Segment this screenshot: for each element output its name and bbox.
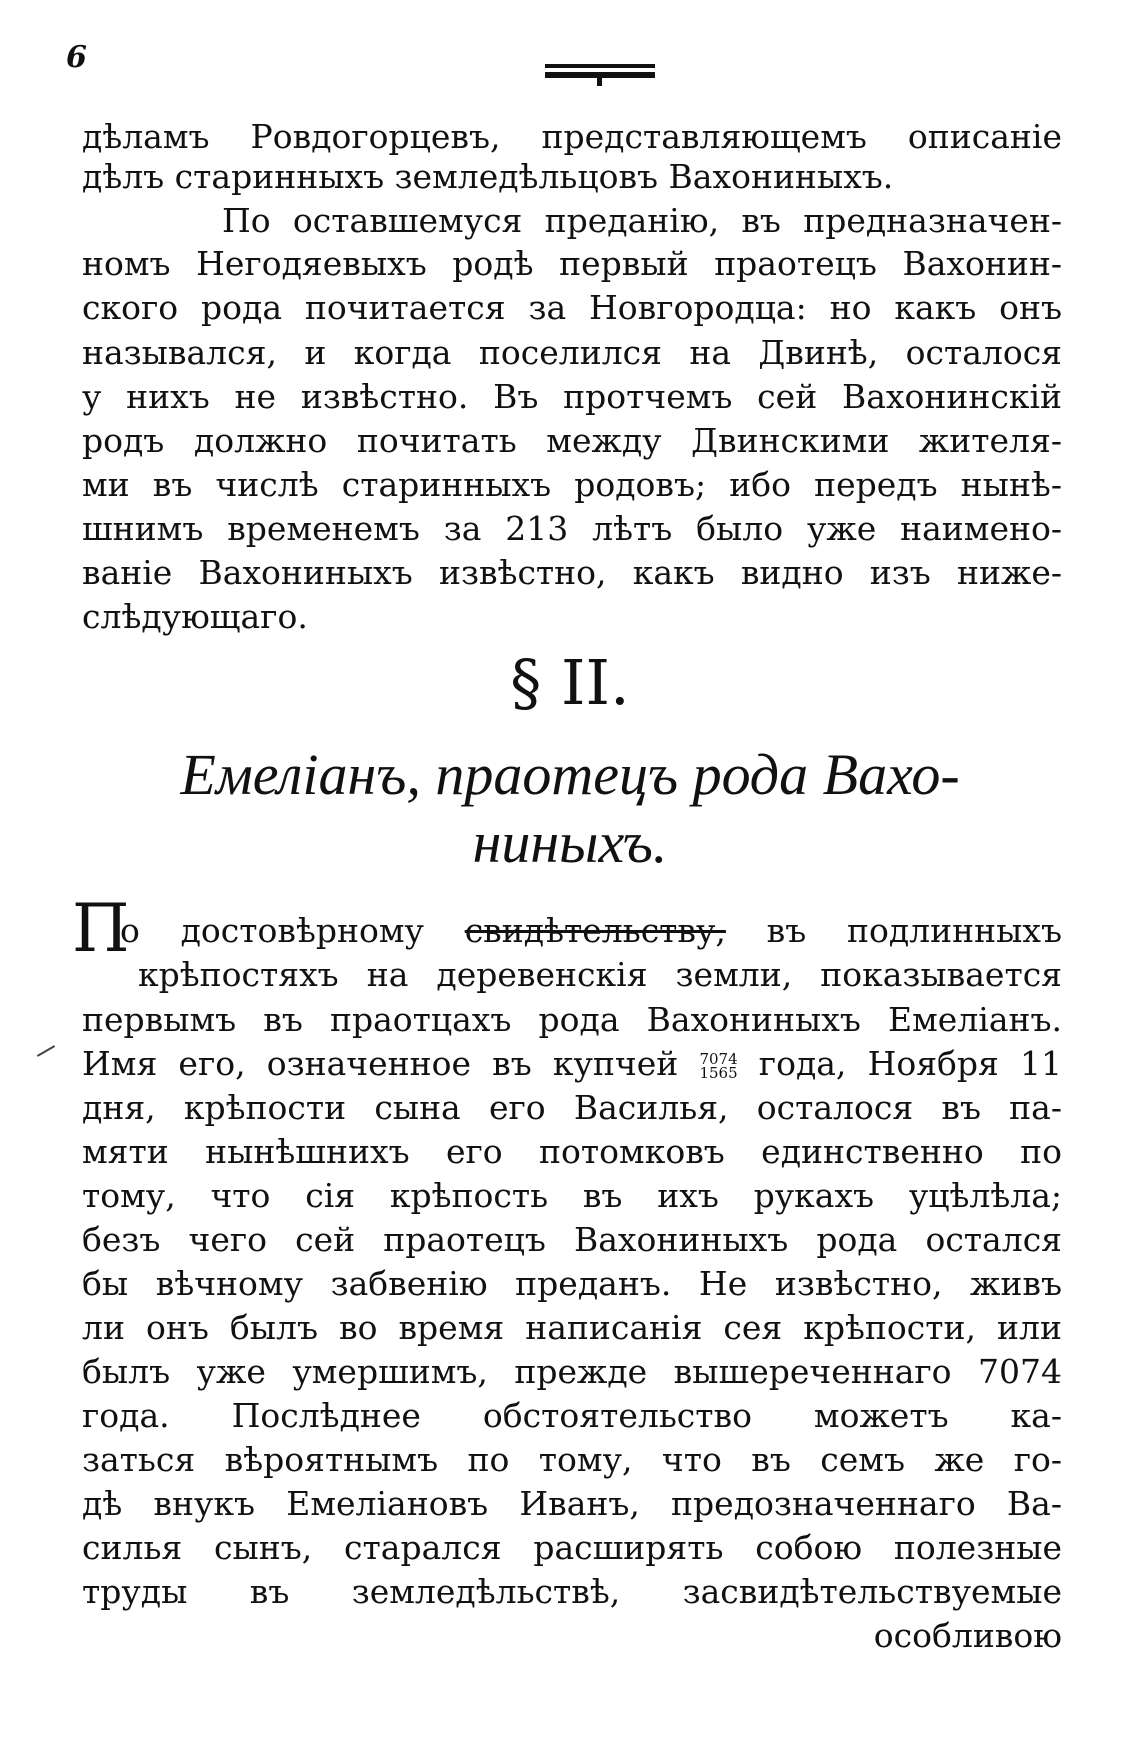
text-line: родъ должно почитать между Двинскими жителя- [82, 421, 1062, 460]
chapter-heading-line-1: Емеліанъ, праотецъ рода Вахо- [180, 742, 960, 807]
year-fraction [699, 1052, 737, 1080]
text-line: года. Послѣднее обстоятельство можетъ ка- [82, 1396, 1062, 1435]
text-line: у нихъ не извѣстно. Въ протчемъ сей Вахонинскій [82, 377, 1062, 416]
fraction-bottom: 1565 [699, 1064, 738, 1082]
text-line: труды въ земледѣльствѣ, засвидѣтельствуемые [82, 1572, 1062, 1611]
text-line: шнимъ временемъ за 213 лѣтъ было уже наимено- [82, 509, 1062, 548]
text-fragment: въ подлинныхъ [766, 911, 1062, 950]
text-line: ли онъ былъ во время написанія сея крѣпости, или [82, 1308, 1062, 1347]
text-line: дня, крѣпости сына его Василья, осталося въ па- [82, 1088, 1062, 1127]
ornament-stem [597, 76, 602, 86]
text-line: заться вѣроятнымъ по тому, что въ семъ же го- [82, 1440, 1062, 1479]
text-line: силья сынъ, старался расширять собою полезные [82, 1528, 1062, 1567]
text-line: дѣламъ Ровдогорцевъ, представляющемъ описаніе [82, 117, 1062, 156]
text-line: дѣлъ старинныхъ земледѣльцовъ Вахониныхъ. [82, 157, 894, 196]
section-number: § II. [510, 646, 630, 719]
struck-word: свидѣтельству, [464, 911, 726, 950]
margin-mark [37, 1045, 55, 1057]
text-line: По оставшемуся преданію, въ предназначен- [222, 201, 1062, 240]
text-line: ского рода почитается за Новгородца: но какъ онъ [82, 288, 1062, 327]
chapter-heading-line-2: ниныхъ. [472, 810, 668, 875]
text-line: ваніе Вахониныхъ извѣстно, какъ видно изъ ниже- [82, 553, 1062, 592]
text-fragment: о достовѣрному [120, 911, 424, 950]
text-line: номъ Негодяевыхъ родѣ первый праотецъ Вахонин- [82, 244, 1062, 283]
catchword: особливою [873, 1616, 1062, 1655]
ornament-bar-top [545, 64, 655, 68]
fraction-top: 7074 [699, 1050, 738, 1068]
text-line: крѣпостяхъ на деревенскія земли, показывается [138, 955, 1062, 994]
text-line: тому, что сія крѣпость въ ихъ рукахъ уцѣлѣла; [82, 1176, 1062, 1215]
text-line: былъ уже умершимъ, прежде вышереченнаго 7074 [82, 1352, 1062, 1391]
text-line [120, 912, 1062, 950]
header-ornament [545, 62, 655, 86]
text-line [82, 1045, 1062, 1083]
text-line: безъ чего сей праотецъ Вахониныхъ рода остался [82, 1220, 1062, 1259]
text-line: бы вѣчному забвенію преданъ. Не извѣстно, живъ [82, 1264, 1062, 1303]
text-line: мяти нынѣшнихъ его потомковъ единственно по [82, 1132, 1062, 1171]
text-line: первымъ въ праотцахъ рода Вахониныхъ Емеліанъ. [82, 1000, 1062, 1039]
text-fragment: года, Ноября 11 [758, 1044, 1062, 1083]
text-line: дѣ внукъ Емеліановъ Иванъ, предозначеннаго Ва- [82, 1484, 1062, 1523]
text-line: слѣдующаго. [82, 597, 308, 636]
text-line: назывался, и когда поселился на Двинѣ, осталося [82, 333, 1062, 372]
text-line: ми въ числѣ старинныхъ родовъ; ибо передъ нынѣ- [82, 465, 1062, 504]
drop-cap: П [72, 890, 130, 967]
page-number: 6 [66, 40, 87, 75]
text-fragment: Имя его, означенное въ купчей [82, 1044, 679, 1083]
